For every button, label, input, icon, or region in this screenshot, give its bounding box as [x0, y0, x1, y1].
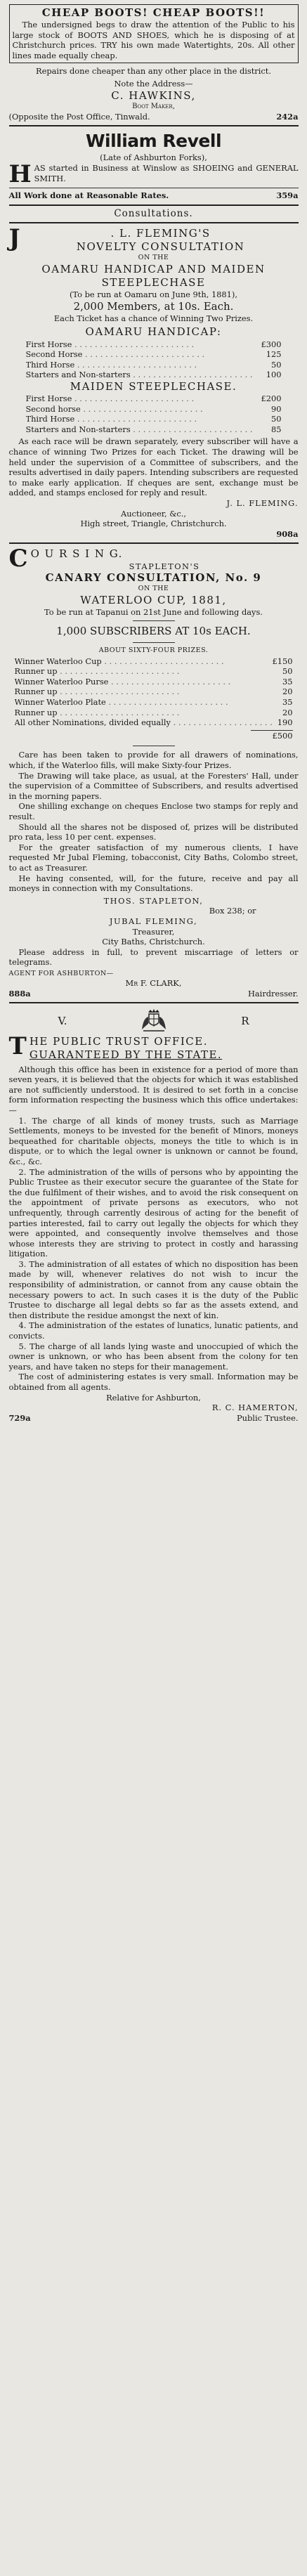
stapleton-agent-role: Hairdresser. [247, 988, 299, 998]
stapleton-sig2: JUBAL FLEMING, [109, 916, 198, 926]
prize-value: 50 [271, 414, 282, 424]
boots-repairs: Repairs done cheaper than any other place in the district. [36, 65, 271, 76]
boots-ref: 242a [276, 111, 299, 122]
fleming-sig-role: Auctioneer, &c., [120, 508, 187, 519]
stapleton-agent-name: Mr F. CLARK, [125, 978, 182, 989]
prize-value: 100 [266, 370, 282, 380]
trust-item: 2. The administration of the wills of persons who by appointing the Public Trustee as their executor secure the guarantee of the State for the due fulfilment of their wishes, and to avoid the risk consequent on the appointment of private persons as executors, who not unfrequently, through carrently desirous of acting for the benefit of parties interested, fail to carry out legally the objects for which they were appointed, and consequently involve themselves and those whose interests they are striving to protect in costly and harassing litigation. [8, 1166, 299, 1259]
trust-item: 4. The administration of the estates of lunatics, lunatic patients, and convicts. [8, 1320, 299, 1341]
prize-label: First Horse . . . [26, 393, 257, 404]
fleming-on-the: ON THE [138, 254, 169, 262]
revell-footer: All Work done at Reasonable Rates. [8, 190, 169, 201]
ad-revell [9, 129, 299, 202]
prize-value: 190 [277, 717, 293, 728]
revell-sub: (Late of Ashburton Forks), [100, 152, 207, 163]
fleming-members: 2,000 Members, at 10s. Each. [73, 299, 234, 313]
prize-label: Runner up . . . [15, 687, 279, 697]
stapleton-p4: Should all the shares not be disposed of, prizes will be distributed pro rata, less 10 per cent. expenses. [8, 821, 299, 843]
trust-relative: Relative for Ashburton, [106, 1392, 201, 1403]
fleming-prizes1 [9, 339, 299, 380]
revell-dropcap: H [8, 160, 32, 188]
trust-item: 3. The administration of all estates of which no disposition has been made by will, whenever relatives do not wish to incur the responsibility of administration, or cannot from any cause obtain the necessary powers to act. In such cases it is the duty of the Public Trustee to discharge all legal debts so far as the assets extend, and then distribute the residue amongst the next of kin. [8, 1258, 299, 1320]
trust-head [8, 1032, 299, 1062]
trust-item: 1. The charge of all kinds of money trusts, such as Marriage Settlements, moneys to be invested for the benefit of Minors, moneys bequeathed for charitable objects, moneys the title to which is in dispute, or to which the legal owner is unknown or cannot be found, &c., &c. [8, 1115, 299, 1166]
prize-value: 20 [282, 707, 293, 717]
prize-row [26, 370, 282, 380]
fleming-sig: J. L. FLEMING. [226, 498, 299, 509]
fleming-run: (To be run at Oamaru on June 9th, 1881), [69, 289, 237, 299]
stapleton-sig2b: Treasurer, [132, 926, 175, 937]
fleming-titles [23, 227, 299, 254]
prize-value: £150 [272, 656, 293, 666]
trust-cost: The cost of administering estates is very small. Information may be obtained from all agents. [8, 1372, 299, 1393]
prize-value: 35 [282, 676, 293, 687]
prize-label: Second Horse . . . [26, 349, 262, 360]
prize-value: 50 [271, 359, 282, 370]
fleming-title3: OAMARU HANDICAP AND MAIDEN STEEPLECHASE [41, 262, 266, 289]
stapleton-p7: Please address in full, to prevent miscarriage of letters or telegrams. [8, 947, 299, 968]
stapleton-titles [31, 547, 299, 571]
royal-coat-of-arms-icon [139, 1008, 169, 1034]
stapleton-p3: One shilling exchange on cheques Enclose two stamps for reply and result. [8, 801, 299, 821]
prize-row [15, 708, 293, 718]
stapleton-sig1b: Box 238; or [209, 906, 256, 916]
prize-value: 35 [282, 697, 293, 708]
crest-v: V. [58, 1014, 67, 1027]
revell-ref: 359a [276, 190, 299, 201]
prize-value: £300 [261, 339, 282, 349]
fleming-prizes2 [9, 393, 299, 434]
boots-address-row [9, 112, 299, 122]
prize-label: Second horse . . . [26, 404, 268, 415]
crest-r: R [241, 1014, 249, 1027]
fleming-head [8, 224, 299, 254]
divider [9, 125, 299, 126]
boots-headline: CHEAP BOOTS! CHEAP BOOTS!! [41, 6, 266, 19]
trust-sig-role: Public Trustee. [237, 1412, 299, 1423]
boots-trade: Boot Maker, [132, 102, 175, 110]
prize-row [26, 349, 282, 360]
stapleton-ref: 888a [8, 988, 31, 998]
ad-fleming [9, 226, 299, 540]
trust-item: 5. The charge of all lands lying waste and unoccupied of which the owner is unknown, or who has been absent from the colony for ten years, and have taken no steps for their management. [8, 1341, 299, 1372]
fleming-body: As each race will be drawn separately, every subscriber will have a chance of winning Two Prizes for each Ticket. The drawing will be held under the supervision of a Committee of subscribers, and the results advertised in daily papers. Intending subscribers are requested to make early application. If cheques are sent, exchange must be added, and stamps enclosed for reply and result. [8, 436, 299, 498]
divider [9, 204, 299, 206]
prize-value: 20 [282, 687, 293, 697]
stapleton-title0: O U R S I N G. [30, 547, 123, 561]
revell-name: William Revell [85, 131, 222, 152]
divider [9, 222, 299, 223]
stapleton-sig2c: City Baths, Christchurch. [102, 937, 205, 947]
trust-intro: Although this office has been in existence for a period of more than seven years, it is believed that the objects for which it was established are not sufficiently understood. It is desired to set forth in a concise form information respecting the business which this office undertakes:— [8, 1064, 299, 1115]
stapleton-title1: STAPLETON'S [129, 561, 200, 571]
boots-box [9, 4, 299, 63]
divider [133, 620, 175, 621]
prize-total: £500 [251, 730, 293, 741]
stapleton-on-the: ON THE [138, 585, 169, 593]
fleming-dropcap: J [8, 224, 20, 253]
prize-row [15, 687, 293, 697]
prize-value: 85 [271, 424, 282, 434]
prize-row [26, 339, 282, 350]
prize-label: All other Nominations, divided equally . . . [15, 717, 273, 728]
fleming-h1: OAMARU HANDICAP: [85, 325, 222, 339]
prize-row [15, 666, 293, 677]
boots-body: The undersigned begs to draw the attention of the Public to his large stock of BOOTS AND SHOES, which he is disposing of at Christchurch prices. TRY his own made Watertights, 20s. All other lines made equally cheap. [12, 20, 295, 60]
prize-label: Third Horse . . . [26, 414, 268, 424]
trust-dropcap: T [8, 1032, 27, 1061]
prize-label: Runner up . . . [15, 708, 279, 718]
stapleton-title3: WATERLOO CUP, 1881, [80, 593, 227, 606]
stapleton-p5: For the greater satisfaction of my numerous clients, I have requested Mr Jubal Fleming, tobacconist, City Baths, Colombo street, to act as Treasurer. [8, 842, 299, 873]
boots-note: Note the Address— [114, 79, 193, 89]
prize-row [15, 717, 293, 728]
ad-stapleton [9, 546, 299, 1000]
trust-footer-row [9, 1413, 299, 1424]
stapleton-prizes [9, 655, 299, 743]
prize-value: 125 [266, 349, 282, 360]
revell-body: AS started in Business at Winslow as SHOEING and GENERAL SMITH. [34, 162, 299, 183]
prize-row [15, 656, 293, 667]
trust-guaranteed: GUARANTEED BY THE STATE. [29, 1048, 223, 1062]
prize-row [15, 697, 293, 708]
fleming-h2: MAIDEN STEEPLECHASE. [70, 379, 237, 393]
revell-body-wrap [8, 160, 299, 188]
boots-address: (Opposite the Post Office, Tinwald. [8, 111, 150, 122]
stapleton-dropcap: C [8, 545, 28, 573]
divider [133, 642, 175, 643]
trust-titles [30, 1035, 299, 1062]
prize-row [26, 404, 282, 415]
royal-crest-line [9, 1007, 299, 1035]
prize-label: Winner Waterloo Cup . . . [15, 656, 268, 667]
trust-title: HE PUBLIC TRUST OFFICE. [29, 1035, 208, 1048]
prize-value: £200 [261, 393, 282, 404]
prize-label: Starters and Non-starters . . . [26, 370, 262, 380]
stapleton-footer-row [9, 989, 299, 999]
stapleton-head [9, 547, 299, 571]
prize-row [26, 393, 282, 404]
fleming-chance: Each Ticket has a chance of Winning Two Prizes. [53, 313, 254, 323]
prize-label: Runner up . . . [15, 666, 279, 677]
stapleton-agent: AGENT FOR ASHBURTON— [8, 969, 114, 977]
newspaper-column [9, 0, 299, 1424]
stapleton-p1: Care has been taken to provide for all drawers of nominations, which, if the Waterloo fills, will make Sixty-four Prizes. [8, 750, 299, 771]
prize-row [15, 677, 293, 687]
prize-label: Starters and Non-starters . . . [26, 424, 268, 435]
boots-name: C. HAWKINS, [111, 89, 196, 102]
prize-label: Winner Waterloo Plate . . . [15, 697, 279, 708]
trust-sig: R. C. HAMERTON, [211, 1403, 299, 1413]
prize-row [26, 414, 282, 424]
trust-ref: 729a [8, 1412, 31, 1423]
consultations-heading: Consultations. [114, 207, 193, 219]
stapleton-run: To be run at Tapanui on 21st June and following days. [44, 606, 263, 617]
stapleton-about: ABOUT SIXTY-FOUR PRIZES. [98, 646, 209, 654]
prize-label: First Horse . . . [26, 339, 257, 350]
prize-row [26, 424, 282, 435]
divider [9, 542, 299, 544]
fleming-address: High street, Triangle, Christchurch. [80, 519, 227, 529]
fleming-title1: . L. FLEMING'S [110, 227, 211, 240]
prize-label: Third Horse . . . [26, 360, 268, 370]
fleming-title2: NOVELTY CONSULTATION [76, 240, 245, 254]
ad-cheap-boots [9, 3, 299, 123]
stapleton-sig1: THOS. STAPLETON, [103, 895, 204, 906]
stapleton-subscribers: 1,000 SUBSCRIBERS AT 10s EACH. [56, 625, 251, 638]
prize-row [26, 360, 282, 370]
revell-footer-row [9, 190, 299, 201]
ad-public-trust [9, 1006, 299, 1424]
stapleton-p2: The Drawing will take place, as usual, at the Foresters' Hall, under the supervision of a Committee of Subscribers, and results advertised in the morning papers. [8, 770, 299, 801]
stapleton-title2: CANARY CONSULTATION, No. 9 [45, 571, 262, 585]
fleming-ref: 908a [276, 528, 299, 539]
stapleton-p6: He having consented, will, for the future, receive and pay all moneys in connection with my Consultations. [8, 873, 299, 894]
prize-value: 50 [282, 666, 293, 677]
divider [9, 1002, 299, 1003]
prize-value: 90 [271, 403, 282, 414]
prize-label: Winner Waterloo Purse . . . [15, 677, 279, 687]
